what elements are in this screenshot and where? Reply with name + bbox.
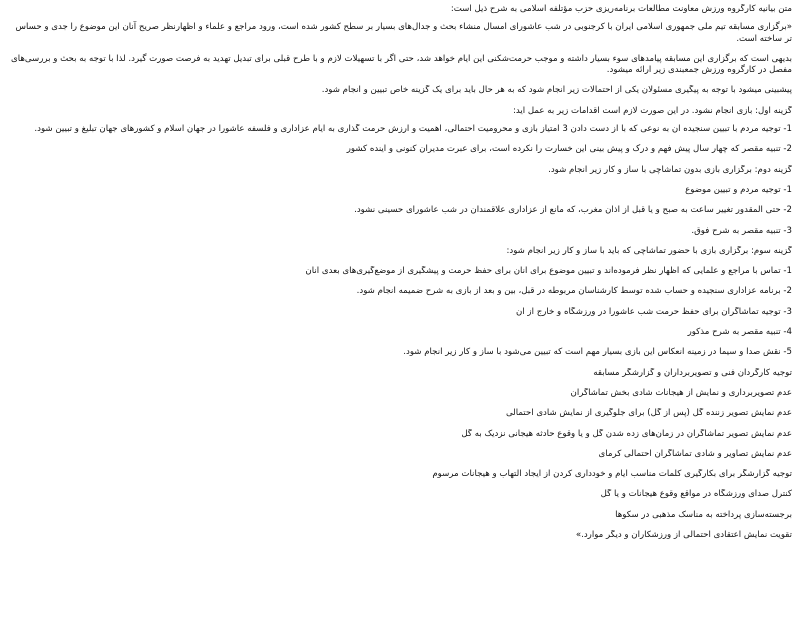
option-three-item-3: 3- توجیه تماشاگران برای حفظ حرمت شب عاشورا در ورزشگاه و خارج از آن — [516, 306, 792, 317]
option-one-heading: گزینه اول: بازی انجام نشود. در این صورت لازم است اقدامات زیر به عمل آید: — [512, 105, 792, 116]
statement-intro: متن بیانیه کارگروه ورزش معاونت مطالعات برنامه‌ریزی حزب مؤتلفه اسلامی به شرح ذیل است: — [450, 4, 792, 14]
broadcast-item-8: برجسته‌سازی پرداخته به مناسک مذهبی در سکوها — [615, 509, 792, 520]
paragraph-match-controversy: «برگزاری مسابقه تیم ملی جمهوری اسلامی ایران با کرجنوبی در شب عاشورای امسال منشاء بحث و جدال‌های بسیار بر سطح کشور شده است، ورود مراجع و علماء و اظهارنظر صریح آنان این موضوع را جدی و حساس تر ساخته است. — [15, 22, 792, 44]
option-three-heading: گزینه سوم: برگزاری بازی با حضور تماشاچی که باید با ساز و کار زیر انجام شود: — [506, 245, 792, 256]
option-two-item-3: 3- تنبیه مقصر به شرح فوق. — [691, 225, 792, 236]
broadcast-item-4: عدم نمایش تصویر تماشاگران در زمان‌های زده شدن گل و یا وقوع حادثه هیجانی نزدیک به گل — [461, 428, 792, 439]
broadcast-item-9: تقویت نمایش اعتقادی احتمالی از ورزشکاران و دیگر موارد.» — [575, 530, 792, 541]
paragraph-consequences: بدیهی است که برگزاری این مسابقه پیامدهای سوء بسیار داشته و موجب حرمت‌شکنی این ایام خواهد شد، حتی اگر با تسهیلات لازم و با طرح قبلی برای تبدیل تهدید به فرصت صورت گیرد. لذا با توجه به بحث و بررسی‌های مفصل در کارگروه ورزش جمعبندی زیر ارائه میشود. — [10, 53, 792, 76]
option-two-item-1: 1- توجیه مردم و تبیین موضوع — [685, 184, 792, 195]
option-three-item-5: 5- نقش صدا و سیما در زمینه انعکاس این بازی بسیار مهم است که تبیین می‌شود با ساز و کار زیر انجام شود. — [403, 347, 792, 358]
option-one-item-2: 2- تنبیه مقصر که چهار سال پیش فهم و درک و پیش بینی این خسارت را نکرده است، برای عبرت مدیران کنونی و آینده کشور — [346, 144, 792, 155]
broadcast-item-7: کنترل صدای ورزشگاه در مواقع وقوع هیجانات و یا گل — [600, 489, 792, 500]
broadcast-item-5: عدم نمایش تصاویر و شادی تماشاگران احتمالی کرمای — [598, 448, 792, 459]
option-two-heading: گزینه دوم: برگزاری بازی بدون تماشاچی با ساز و کار زیر انجام شود. — [548, 164, 792, 175]
broadcast-item-6: توجیه گزارشگر برای بکارگیری کلمات مناسب ایام و خودداری کردن از ایجاد التهاب و هیجانات مرسوم — [432, 469, 792, 480]
broadcast-item-2: عدم تصویربرداری و نمایش از هیجانات شادی بخش تماشاگران — [570, 387, 792, 398]
option-one-item-1: 1- توجیه مردم با تبیین سنجیده آن به نوعی که با از دست دادن 3 امتیاز بازی و محرومیت احتمالی، اهمیت و ارزش حرمت گذاری به ایام عزاداری و فلسفه عاشورا در جهان اسلام و کشورهای جهان تبلیغ و تبیین شود. — [34, 124, 792, 135]
option-three-item-4: 4- تنبیه مقصر به شرح مذکور — [687, 327, 792, 338]
broadcast-item-3: عدم نمایش تصویر زننده گل (پس از گل) برای جلوگیری از نمایش شادی احتمالی — [505, 408, 792, 419]
broadcast-item-1: توجیه کارگردان فنی و تصویربرداران و گزارشگر مسابقه — [593, 367, 792, 378]
option-two-item-2: 2- حتی المقدور تغییر ساعت به صبح و یا قبل از اذان مغرب، که مانع از عزاداری علاقمندان در شب عاشورای حسینی نشود. — [354, 205, 792, 216]
option-three-item-2: 2- برنامه عزاداری سنجیده و حساب شده توسط کارشناسان مربوطه در قبل، بین و بعد از بازی به شرح ضمیمه انجام شود. — [356, 286, 792, 297]
paragraph-forecast: پیشبینی میشود با توجه به پیگیری مسئولان یکی از احتمالات زیر انجام شود که به هر حال باید برای یک گزینه خاص تبیین و انجام شود. — [321, 85, 792, 96]
option-three-item-1: 1- تماس با مراجع و علمایی که اظهار نظر فرموده‌اند و تبیین موضوع برای آنان برای حفظ حرمت و پیشگیری از موضع‌گیری‌های بعدی آنان — [305, 266, 792, 277]
